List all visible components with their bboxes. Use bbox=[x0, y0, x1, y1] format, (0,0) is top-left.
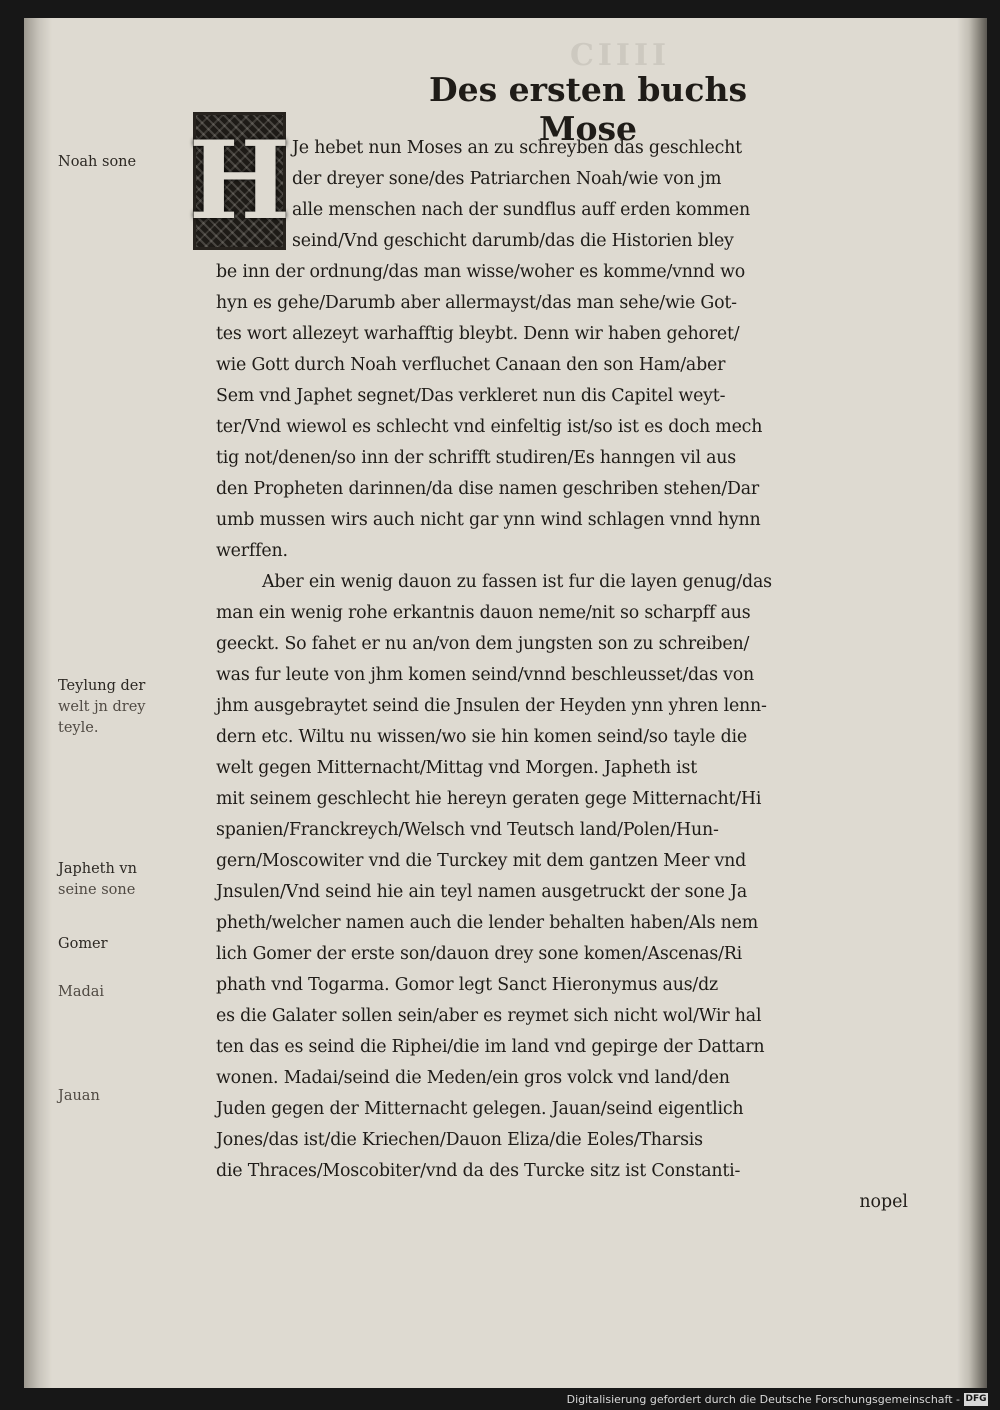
text-line: geeckt. So fahet er nu an/von dem jungsten son zu schreiben/ bbox=[216, 634, 750, 654]
margin-note-teylung: teyle. bbox=[58, 720, 99, 736]
margin-note-jauan: Jauan bbox=[58, 1088, 100, 1104]
text-line: Je hebet nun Moses an zu schreyben das geschlecht bbox=[292, 138, 742, 158]
text-line: pheth/welcher namen auch die lender behalten haben/Als nem bbox=[216, 913, 759, 933]
text-line: der dreyer sone/des Patriarchen Noah/wie von jm bbox=[292, 169, 722, 189]
text-line: hyn es gehe/Darumb aber allermayst/das man sehe/wie Got- bbox=[216, 293, 737, 313]
text-line: Aber ein wenig dauon zu fassen ist fur die layen genug/das bbox=[262, 572, 772, 592]
text-line: jhm ausgebraytet seind die Jnsulen der Heyden ynn yhren lenn- bbox=[216, 696, 767, 716]
margin-note-teylung: welt jn drey bbox=[58, 699, 146, 715]
margin-note-japheth: seine sone bbox=[58, 882, 136, 898]
text-line: spanien/Franckreych/Welsch vnd Teutsch land/Polen/Hun- bbox=[216, 820, 719, 840]
text-line: man ein wenig rohe erkantnis dauon neme/nit so scharpff aus bbox=[216, 603, 751, 623]
text-line: Jnsulen/Vnd seind hie ain teyl namen ausgetruckt der sone Ja bbox=[216, 882, 748, 902]
text-line: die Thraces/Moscobiter/vnd da des Turcke sitz ist Constanti- bbox=[216, 1161, 741, 1181]
footer-bar bbox=[0, 1392, 1000, 1410]
text-line: Jones/das ist/die Kriechen/Dauon Eliza/die Eoles/Tharsis bbox=[216, 1130, 703, 1150]
text-line: welt gegen Mitternacht/Mittag vnd Morgen. Japheth ist bbox=[216, 758, 698, 778]
text-line: tig not/denen/so inn der schrifft studiren/Es hanngen vil aus bbox=[216, 448, 737, 468]
bleed-through-folio: CIIII bbox=[570, 38, 671, 73]
text-line: Sem vnd Japhet segnet/Das verkleret nun dis Capitel weyt- bbox=[216, 386, 726, 406]
catchword-line: nopel bbox=[859, 1192, 908, 1212]
initial-letter: H bbox=[188, 118, 291, 244]
margin-note-gomer: Gomer bbox=[58, 936, 108, 952]
text-line: den Propheten darinnen/da dise namen geschriben stehen/Dar bbox=[216, 479, 760, 499]
decorated-initial bbox=[188, 112, 291, 250]
text-line: was fur leute von jhm komen seind/vnnd beschleusset/das von bbox=[216, 665, 755, 685]
text-line: phath vnd Togarma. Gomor legt Sanct Hieronymus aus/dz bbox=[216, 975, 718, 995]
text-line: tes wort allezeyt warhafftig bleybt. Denn wir haben gehoret/ bbox=[216, 324, 740, 344]
text-line: ter/Vnd wiewol es schlecht vnd einfeltig ist/so ist es doch mech bbox=[216, 417, 763, 437]
text-line: seind/Vnd geschicht darumb/das die Historien bley bbox=[292, 231, 734, 251]
text-line: alle menschen nach der sundflus auff erden kommen bbox=[292, 200, 750, 220]
dfg-logo: DFG bbox=[965, 1394, 987, 1404]
text-line: be inn der ordnung/das man wisse/woher es komme/vnnd wo bbox=[216, 262, 746, 282]
text-line: es die Galater sollen sein/aber es reymet sich nicht wol/Wir hal bbox=[216, 1006, 762, 1026]
margin-note-madai: Madai bbox=[58, 984, 105, 1000]
text-line: mit seinem geschlecht hie hereyn geraten gege Mitternacht/Hi bbox=[216, 789, 762, 809]
text-line: wie Gott durch Noah verfluchet Canaan den son Ham/aber bbox=[216, 355, 726, 375]
text-line: umb mussen wirs auch nicht gar ynn wind schlagen vnnd hynn bbox=[216, 510, 761, 530]
page-title: Des ersten buchs Mose bbox=[428, 70, 748, 148]
text-line: gern/Moscowiter vnd die Turckey mit dem gantzen Meer vnd bbox=[216, 851, 747, 871]
text-line: Juden gegen der Mitternacht gelegen. Jauan/seind eigentlich bbox=[216, 1099, 744, 1119]
text-line: dern etc. Wiltu nu wissen/wo sie hin komen seind/so tayle die bbox=[216, 727, 747, 747]
margin-note-japheth: Japheth vn bbox=[58, 861, 137, 877]
funding-credit: Digitalisierung gefordert durch die Deutsche Forschungsgemeinschaft - bbox=[566, 1393, 960, 1406]
margin-note-noah: Noah sone bbox=[58, 154, 137, 170]
text-line: wonen. Madai/seind die Meden/ein gros volck vnd land/den bbox=[216, 1068, 730, 1088]
text-line: ten das es seind die Riphei/die im land vnd gepirge der Dattarn bbox=[216, 1037, 765, 1057]
margin-note-teylung: Teylung der bbox=[58, 678, 146, 694]
text-line: werffen. bbox=[216, 541, 288, 561]
text-line: lich Gomer der erste son/dauon drey sone komen/Ascenas/Ri bbox=[216, 944, 743, 964]
